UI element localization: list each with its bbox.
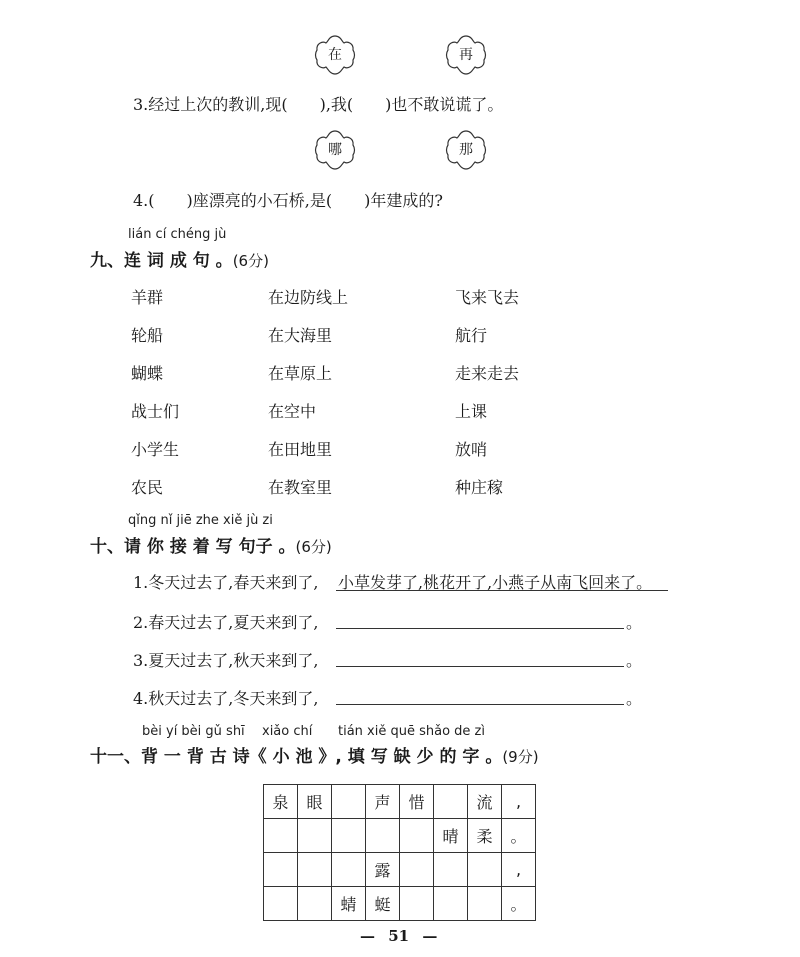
poem-cell[interactable] <box>298 887 332 921</box>
poem-cell[interactable] <box>400 853 434 887</box>
poem-cell[interactable] <box>264 853 298 887</box>
footer-dash-left: — <box>360 927 375 945</box>
poem-row <box>264 853 536 887</box>
poem-cell[interactable] <box>366 819 400 853</box>
poem-cell: 露 <box>366 853 400 887</box>
poem-cell: , <box>502 853 536 887</box>
word-subject: 战士们 <box>131 402 180 421</box>
word-action: 走来走去 <box>455 364 520 383</box>
sentence-1-answer: 小草发芽了,桃花开了,小燕子从南飞回来了。 <box>338 573 653 592</box>
poem-row <box>264 785 536 819</box>
poem-cell[interactable] <box>468 887 502 921</box>
poem-cell[interactable] <box>332 819 366 853</box>
poem-row <box>264 887 536 921</box>
poem-cell: 泉 <box>264 785 298 819</box>
word-action: 飞来飞去 <box>455 288 520 307</box>
flower-char-box <box>442 126 490 174</box>
section11-pinyin-1: bèi yí bèi gǔ shī <box>142 724 245 739</box>
sentence-1-prompt: 1.冬天过去了,春天来到了, <box>133 573 319 592</box>
flower-char-box <box>442 31 490 79</box>
poem-cell: 。 <box>502 887 536 921</box>
poem-cell[interactable] <box>298 819 332 853</box>
poem-grid <box>263 784 536 921</box>
poem-cell[interactable] <box>400 887 434 921</box>
poem-cell[interactable] <box>400 819 434 853</box>
poem-cell[interactable] <box>434 887 468 921</box>
answer-line[interactable] <box>336 628 624 629</box>
word-action: 航行 <box>455 326 488 345</box>
section10-score: (6分) <box>295 538 332 556</box>
poem-cell: 声 <box>366 785 400 819</box>
sentence-2-prompt: 2.春天过去了,夏天来到了, <box>133 613 319 632</box>
sentence-4-prompt: 4.秋天过去了,冬天来到了, <box>133 689 319 708</box>
word-action: 上课 <box>455 402 488 421</box>
sentence-2-end: 。 <box>626 613 643 632</box>
poem-cell[interactable] <box>468 853 502 887</box>
sentence-3-prompt: 3.夏天过去了,秋天来到了, <box>133 651 319 670</box>
poem-cell: 流 <box>468 785 502 819</box>
poem-cell[interactable] <box>332 785 366 819</box>
flower-char-box <box>311 126 359 174</box>
poem-cell[interactable] <box>434 853 468 887</box>
flower-char: 在 <box>328 47 342 63</box>
page-number-footer <box>360 927 437 945</box>
flower-char: 那 <box>459 142 473 158</box>
word-place: 在草原上 <box>268 364 333 383</box>
question-4: 4.( )座漂亮的小石桥,是( )年建成的? <box>133 191 443 210</box>
word-place: 在大海里 <box>268 326 333 345</box>
poem-cell: 蜻 <box>332 887 366 921</box>
page-number: 51 <box>388 927 410 945</box>
word-action: 放哨 <box>455 440 488 459</box>
sentence-3-end: 。 <box>626 651 643 670</box>
section11-score: (9分) <box>502 748 539 766</box>
question-3: 3.经过上次的教训,现( ),我( )也不敢说谎了。 <box>133 95 504 114</box>
poem-cell: 蜓 <box>366 887 400 921</box>
section9-heading <box>90 246 269 271</box>
section11-title: 十一、背 一 背 古 诗《 小 池 》, 填 写 缺 少 的 字 。 <box>90 747 503 767</box>
word-place: 在空中 <box>268 402 317 421</box>
word-place: 在边防线上 <box>268 288 349 307</box>
poem-cell[interactable] <box>332 853 366 887</box>
word-subject: 小学生 <box>131 440 180 459</box>
poem-cell[interactable] <box>264 887 298 921</box>
word-place: 在田地里 <box>268 440 333 459</box>
section10-heading <box>90 532 332 557</box>
poem-cell: 晴 <box>434 819 468 853</box>
flower-char: 再 <box>459 47 473 63</box>
answer-line[interactable] <box>336 666 624 667</box>
poem-cell: , <box>502 785 536 819</box>
section11-pinyin-2: xiǎo chí <box>262 724 313 739</box>
section11-heading <box>90 742 539 767</box>
word-place: 在教室里 <box>268 478 333 497</box>
word-action: 种庄稼 <box>455 478 504 497</box>
poem-cell: 。 <box>502 819 536 853</box>
poem-cell[interactable] <box>264 819 298 853</box>
word-subject: 蝴蝶 <box>131 364 164 383</box>
sentence-4-end: 。 <box>626 689 643 708</box>
footer-dash-right: — <box>422 927 438 945</box>
word-subject: 羊群 <box>131 288 164 307</box>
poem-cell: 柔 <box>468 819 502 853</box>
word-subject: 轮船 <box>131 326 164 345</box>
word-subject: 农民 <box>131 478 164 497</box>
section9-title: 九、连 词 成 句 。 <box>90 251 233 271</box>
flower-char: 哪 <box>328 142 342 158</box>
answer-line <box>336 590 668 591</box>
section9-pinyin: lián cí chéng jù <box>128 227 227 242</box>
poem-cell: 眼 <box>298 785 332 819</box>
poem-cell: 惜 <box>400 785 434 819</box>
section10-title: 十、请 你 接 着 写 句子 。 <box>90 537 296 557</box>
section9-score: (6分) <box>232 252 269 270</box>
poem-row <box>264 819 536 853</box>
poem-cell[interactable] <box>298 853 332 887</box>
answer-line[interactable] <box>336 704 624 705</box>
flower-char-box <box>311 31 359 79</box>
poem-cell[interactable] <box>434 785 468 819</box>
section10-pinyin: qǐng nǐ jiē zhe xiě jù zi <box>128 513 273 528</box>
section11-pinyin-3: tián xiě quē shǎo de zì <box>338 724 485 739</box>
